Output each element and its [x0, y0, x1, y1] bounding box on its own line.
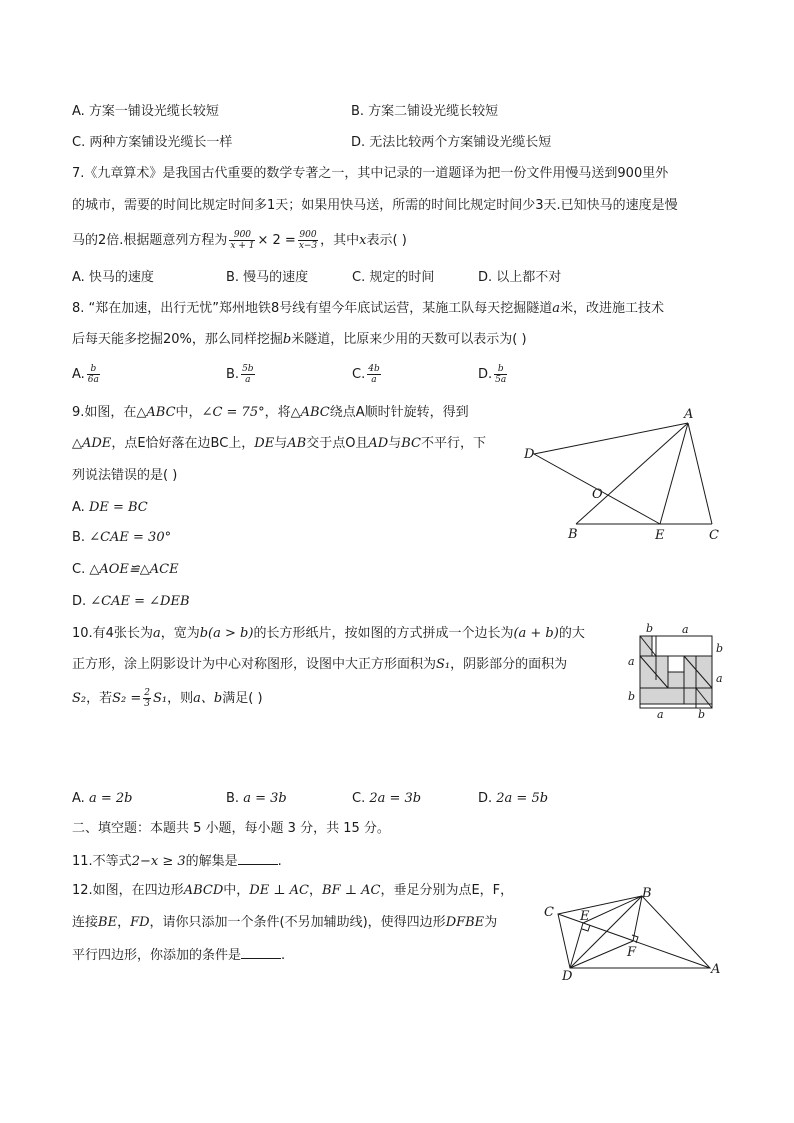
q6-option-b: B. 方案二铺设光缆长较短 — [351, 104, 499, 119]
q10-line-3-b: ，则 — [167, 691, 194, 706]
q12-fig-label-c: C — [544, 905, 554, 920]
q7-equation-times: × 2 = — [257, 233, 296, 248]
q10-line-2 — [72, 657, 567, 673]
q10-fig-label-top-a: a — [682, 623, 689, 636]
q9-option-b-label: B. — [72, 530, 90, 545]
q12-fig-line-bf — [633, 896, 642, 941]
q10-side-length: (a + b) — [513, 626, 559, 641]
q8-line-2-pre: 后每天能多挖掘20%，那么同样挖掘 — [72, 332, 283, 347]
q12-line-2 — [72, 915, 497, 931]
q9-line-2-c: 交于点O且 — [306, 436, 369, 451]
q9-line-1 — [72, 405, 469, 421]
q12-line-2-post: 为 — [484, 915, 498, 930]
q12-fig-label-d: D — [562, 969, 573, 982]
q9-line-2 — [72, 436, 486, 452]
q12-quadrilateral: ABCD — [183, 883, 224, 898]
q8-option-c — [352, 362, 383, 388]
q9-line-1-mid2: ，将 — [264, 405, 291, 420]
q8-option-a-den: 6a — [87, 375, 99, 385]
q11-end: . — [277, 854, 282, 869]
q9-triangle-abc: △ABC — [136, 405, 176, 420]
q10-option-b-math: a = 3b — [243, 791, 287, 806]
q11-line — [72, 852, 282, 870]
q10-line-3-a: ，若 — [86, 691, 113, 706]
q9-fig-label-d: D — [524, 447, 535, 462]
q10-s2: S₂ — [72, 691, 87, 706]
q8-option-d-fraction — [494, 364, 507, 385]
q12-line-3-pre: 平行四边形，你添加的条件是 — [72, 948, 242, 963]
q10-fig-label-right-b: b — [716, 642, 724, 655]
q8-option-a-label: A. — [72, 367, 85, 382]
q10-option-d-label: D. — [478, 791, 497, 806]
q10-fraction-den: 3 — [144, 699, 151, 709]
q10-option-a-math: a = 2b — [88, 791, 133, 806]
q11-pre: 11.不等式 — [72, 854, 132, 869]
q10-option-c-math: 2a = 3b — [369, 791, 422, 806]
q9-option-b — [72, 530, 171, 546]
q11-inequality: 2−x ≥ 3 — [131, 854, 186, 869]
q9-line-2-b: 与 — [274, 436, 288, 451]
q12-line-3 — [72, 946, 285, 964]
q10-option-b — [226, 791, 287, 807]
q10-option-d-math: 2a = 5b — [496, 791, 549, 806]
q9-option-a-label: A. — [72, 500, 89, 515]
q8-variable-a: a — [552, 301, 561, 316]
q6-option-d: D. 无法比较两个方案铺设光缆长短 — [351, 135, 552, 150]
q9-fig-label-o: O — [592, 487, 603, 502]
q10-condition: b(a > b) — [199, 626, 254, 641]
q7-equation-fraction-left — [229, 230, 255, 251]
q12-line-1-mid: 中， — [223, 883, 250, 898]
q8-option-d-label: D. — [478, 367, 493, 382]
q9-angle-c: ∠C = 75° — [201, 405, 265, 420]
q7-line-2: 的城市，需要的时间比规定时间多1天；如果用快马送，所需的时间比规定时间少3天.已知快马的速度是慢 — [72, 198, 678, 213]
section-2-title: 二、填空题：本题共 5 小题，每小题 3 分，共 15 分。 — [72, 821, 390, 836]
q8-option-b-fraction — [241, 364, 255, 385]
q12-perp-2: BF ⊥ AC — [322, 883, 381, 898]
q9-line-1-pre: 9.如图，在 — [72, 405, 137, 420]
q12-fig-label-b: B — [642, 886, 652, 901]
q10-fig-label-left-a: a — [628, 655, 635, 668]
q12-line-1-pre: 12.如图，在四边形 — [72, 883, 184, 898]
q10-fig-label-top-b: b — [646, 622, 654, 635]
q12-end: . — [281, 948, 286, 963]
q10-line-3-vars: a、b — [193, 691, 223, 706]
q9-fig-label-e: E — [655, 528, 665, 543]
q10-option-a — [72, 791, 132, 807]
q7-equation-fraction-right — [298, 230, 318, 251]
q12-line-2-pre: 连接 — [72, 915, 99, 930]
q8-option-a-num: b — [87, 364, 100, 375]
q10-line-3-d: 满足( ) — [222, 691, 263, 706]
q12-fig-label-f: F — [627, 945, 637, 960]
q9-option-d — [72, 594, 190, 610]
q8-option-c-fraction — [367, 364, 381, 385]
q7-eq-den-left: x + 1 — [230, 241, 255, 251]
q9-fig-line-ae — [660, 423, 688, 524]
q7-eq-den-right: x−3 — [298, 241, 318, 251]
q10-fraction-num: 2 — [144, 688, 151, 698]
q8-line-2-post: 米隧道，比原来少用的天数可以表示为( ) — [291, 332, 527, 347]
q9-segment-ab: AB — [287, 436, 307, 451]
q8-option-c-label: C. — [352, 367, 366, 382]
q12-quadrilateral-dfbe: DFBE — [445, 915, 485, 930]
q12-line-2-mid2: ，请你只添加一个条件(不另加辅助线)，使得四边形 — [149, 915, 446, 930]
q9-triangle-figure — [520, 400, 730, 545]
q9-line-3: 列说法错误的是( ) — [72, 468, 178, 483]
q8-option-b-label: B. — [226, 367, 240, 382]
q7-line-3-post: 表示( ) — [366, 233, 407, 248]
q10-fraction — [143, 688, 151, 709]
q7-eq-num-left: 900 — [229, 230, 255, 241]
q9-option-c-label: C. — [72, 562, 90, 577]
q7-line-3-mid: ，其中 — [320, 233, 360, 248]
q8-option-b-den: a — [245, 375, 251, 385]
q9-triangle-ade: △ADE — [72, 436, 112, 451]
q11-post: 的解集是 — [185, 854, 238, 869]
q6-option-a: A. 方案一铺设光缆长较短 — [72, 104, 219, 119]
q10-s1-b: S₁ — [153, 691, 168, 706]
q7-option-b: B. 慢马的速度 — [226, 270, 309, 285]
q12-segment-fd: FD — [130, 915, 150, 930]
q8-option-b — [226, 362, 257, 388]
q10-option-d — [478, 791, 548, 807]
q12-fig-label-e: E — [580, 909, 590, 924]
q9-option-d-label: D. — [72, 594, 91, 609]
q12-line-2-mid: ， — [117, 915, 131, 930]
q12-segment-be: BE — [98, 915, 118, 930]
q12-line-1 — [72, 883, 513, 899]
q12-line-1-post: ，垂足分别为点E，F， — [380, 883, 514, 898]
q8-option-d — [478, 362, 509, 388]
q10-option-c — [352, 791, 421, 807]
q10-line-1 — [72, 626, 585, 642]
q9-segment-bc: BC — [401, 436, 421, 451]
q10-square-figure — [624, 620, 728, 724]
q9-fig-label-b: B — [568, 527, 578, 542]
q7-line-3-pre: 马的2倍.根据题意列方程为 — [72, 233, 228, 248]
q10-option-a-label: A. — [72, 791, 89, 806]
q9-fig-label-a: A — [684, 407, 694, 422]
q12-fig-line-be — [583, 896, 642, 923]
q12-comma: ， — [309, 883, 323, 898]
q8-line-2 — [72, 332, 527, 348]
q8-option-d-den: 5a — [495, 375, 507, 385]
q10-line-3 — [72, 686, 263, 712]
q7-line-1: 7.《九章算术》是我国古代重要的数学专著之一，其中记录的一道题译为把一份文件用慢马送到900里外 — [72, 166, 669, 181]
q8-line-1-post: 米，改进施工技术 — [560, 301, 665, 316]
q9-line-2-d: 与 — [388, 436, 402, 451]
q10-fig-label-right-a: a — [716, 672, 723, 685]
q9-line-2-a: ，点E恰好落在边BC上， — [111, 436, 255, 451]
q9-fig-line-ac — [688, 423, 712, 524]
q10-option-c-label: C. — [352, 791, 370, 806]
q7-option-a: A. 快马的速度 — [72, 270, 154, 285]
q10-line-2-post: ，阴影部分的面积为 — [450, 657, 568, 672]
q9-line-1-mid: 中， — [175, 405, 202, 420]
q9-fig-label-c: C — [709, 528, 719, 543]
q10-fig-label-bottom-b: b — [698, 708, 706, 721]
q10-s1: S₁ — [436, 657, 451, 672]
q8-option-d-num: b — [494, 364, 507, 375]
q12-quadrilateral-figure — [538, 882, 728, 982]
q9-option-a-math: DE = BC — [88, 500, 148, 515]
q9-option-d-math: ∠CAE = ∠DEB — [90, 594, 190, 609]
q8-option-a-fraction — [87, 364, 100, 385]
q8-line-1 — [72, 301, 664, 317]
q9-segment-ad: AD — [368, 436, 389, 451]
q10-fig-label-bottom-a: a — [657, 708, 664, 721]
q9-fig-line-ad-de — [534, 423, 688, 524]
q7-eq-num-right: 900 — [299, 230, 317, 240]
q7-variable-x: x — [359, 233, 367, 248]
q6-option-c: C. 两种方案铺设光缆长一样 — [72, 135, 233, 150]
q8-variable-b: b — [282, 332, 292, 347]
q9-option-c — [72, 562, 179, 578]
q8-option-c-num: 4b — [368, 364, 380, 374]
q10-line-1-mid: ，宽为 — [160, 626, 200, 641]
q10-fig-label-left-b: b — [628, 690, 636, 703]
q9-triangle-abc-2: △ABC — [290, 405, 330, 420]
q10-line-2-pre: 正方形，涂上阴影设计为中心对称图形，设图中大正方形面积为 — [72, 657, 437, 672]
q9-segment-de: DE — [254, 436, 275, 451]
q10-line-1-post: 的大 — [558, 626, 585, 641]
q9-option-c-math: △AOE≌△ACE — [89, 562, 179, 577]
q7-option-c: C. 规定的时间 — [352, 270, 435, 285]
q9-line-1-post: 绕点A顺时针旋转，得到 — [329, 405, 469, 420]
q9-line-2-e: 不平行，下 — [421, 436, 487, 451]
q12-fig-right-angle-e — [582, 925, 590, 931]
q8-option-c-den: a — [371, 375, 377, 385]
q10-variable-a: a — [152, 626, 161, 641]
q10-line-1-mid2: 的长方形纸片，按如图的方式拼成一个边长为 — [253, 626, 514, 641]
q12-answer-blank — [241, 946, 281, 959]
q7-option-d: D. 以上都不对 — [478, 270, 562, 285]
q8-line-1-pre: 8. “郑在加速，出行无忧”郑州地铁8号线有望今年底试运营，某施工队每天挖掘隧道 — [72, 301, 553, 316]
q9-option-b-math: ∠CAE = 30° — [89, 530, 172, 545]
q10-line-1-pre: 10.有4张长为 — [72, 626, 153, 641]
q10-option-b-label: B. — [226, 791, 244, 806]
q7-line-3 — [72, 228, 407, 254]
q9-option-a — [72, 500, 148, 516]
q8-option-a — [72, 362, 102, 388]
q10-s2-equals: S₂ = — [112, 691, 142, 706]
q12-fig-label-a: A — [711, 962, 721, 977]
q12-perp-1: DE ⊥ AC — [249, 883, 310, 898]
q12-fig-line-fd — [570, 941, 633, 968]
q8-option-b-num: 5b — [242, 364, 254, 374]
q11-answer-blank — [238, 852, 278, 865]
